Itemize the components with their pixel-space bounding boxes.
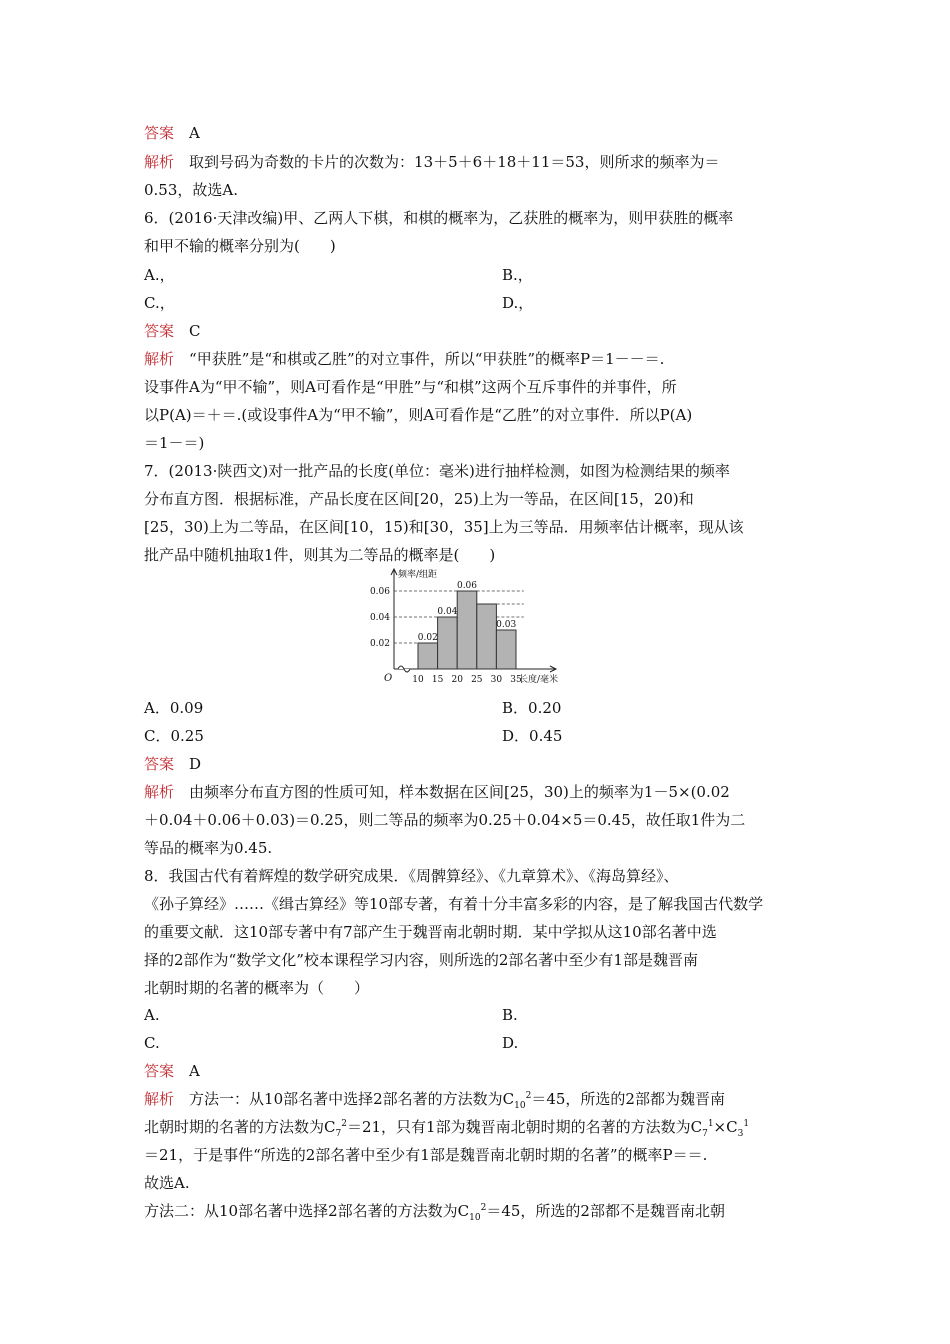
analysis-label: 解析 <box>144 350 175 368</box>
question-stem: 批产品中随机抽取1件，则其为二等品的概率是( ) <box>144 546 496 564</box>
histogram-bar <box>457 591 477 669</box>
answer-label: 答案 <box>144 1062 175 1080</box>
y-tick-label: 0.02 <box>369 639 390 649</box>
option-c: C．0.25 <box>144 727 204 745</box>
question-stem: 《孙子算经》……《缉古算经》等10部专著，有着十分丰富多彩的内容，是了解我国古代数学 <box>144 895 764 913</box>
x-tick-label: 30 <box>490 675 503 685</box>
option-d: D．0.45 <box>502 727 563 745</box>
analysis-line: 设事件A为“甲不输”，则A可看作是“甲胜”与“和棋”这两个互斥事件的并事件，所 <box>144 378 677 396</box>
data-label: 0.02 <box>417 633 438 643</box>
y-axis-label: 频率/组距 <box>398 570 438 580</box>
axis-break-mark <box>398 666 410 672</box>
analysis-line: 解析 “甲获胜”是“和棋或乙胜”的对立事件，所以“甲获胜”的概率P＝1－－＝. <box>144 350 665 368</box>
answer-value: C <box>189 322 201 340</box>
analysis-line: 解析 取到号码为奇数的卡片的次数为：13＋5＋6＋18＋11＝53，则所求的频率为＝ <box>144 153 720 171</box>
x-axis-label: 长度/毫米 <box>518 675 558 685</box>
option-a: A．0.09 <box>144 699 204 717</box>
data-label: 0.06 <box>456 581 478 591</box>
answer-line <box>144 755 201 773</box>
origin-label: O <box>384 673 393 684</box>
answer-label: 答案 <box>144 755 175 773</box>
analysis-line: 北朝时期的名著的方法数为$C_7^2=21$，只有1部为魏晋南北朝时期的名著的方法数为$C_7^1\times C_3^1$ <box>144 1118 750 1139</box>
option-b: B．0.20 <box>502 699 562 717</box>
analysis-line: 等品的概率为0.45. <box>144 839 273 857</box>
option-c: C.， <box>144 294 175 312</box>
histogram-bar <box>477 604 497 669</box>
question-stem: [25，30)上为二等品，在区间[10，15)和[30，35]上为三等品．用频率估计概率，现从该 <box>144 518 744 536</box>
analysis-line: ＝21，于是事件“所选的2部名著中至少有1部是魏晋南北朝时期的名著”的概率P＝＝. <box>144 1146 708 1164</box>
question-stem: 北朝时期的名著的概率为（ ） <box>144 979 370 997</box>
analysis-label: 解析 <box>144 783 175 801</box>
answer-line <box>144 1062 200 1080</box>
chart-bars <box>418 591 516 669</box>
option-a: A.， <box>144 266 175 284</box>
data-label: 0.04 <box>437 607 458 617</box>
analysis-label: 解析 <box>144 1090 175 1108</box>
option-b: B. <box>502 1006 518 1024</box>
data-label: 0.03 <box>496 620 517 630</box>
analysis-line: 解析 方法一：从10部名著中选择2部名著的方法数为$C_{10}^2=45$，所选的2部都为魏晋南 <box>144 1090 725 1111</box>
question-stem: 分布直方图．根据标准，产品长度在区间[20，25)上为一等品，在区间[15，20)和 <box>144 490 694 508</box>
x-tick-label: 20 <box>451 675 463 685</box>
answer-label: 答案 <box>144 322 175 340</box>
analysis-line: 故选A. <box>144 1174 190 1192</box>
x-tick-label: 10 <box>412 675 424 685</box>
histogram-bar <box>418 643 438 669</box>
y-tick-label: 0.06 <box>369 587 390 597</box>
x-tick-label: 25 <box>471 675 483 685</box>
analysis-line: 解析 由频率分布直方图的性质可知，样本数据在区间[25，30)上的频率为1－5×(0.02 <box>144 783 730 801</box>
analysis-line: ＝1－＝) <box>144 434 205 452</box>
y-tick-label: 0.04 <box>369 613 390 623</box>
histogram-bar <box>496 630 516 669</box>
answer-value: D <box>189 755 202 773</box>
answer-label: 答案 <box>144 124 175 142</box>
option-d: D.， <box>502 294 534 312</box>
question-stem: 的重要文献．这10部专著中有7部产生于魏晋南北朝时期．某中学拟从这10部名著中选 <box>144 923 717 941</box>
option-a: A. <box>144 1006 160 1024</box>
question-stem: 6．(2016·天津改编)甲、乙两人下棋，和棋的概率为，乙获胜的概率为，则甲获胜的概率 <box>144 209 734 227</box>
option-c: C. <box>144 1034 160 1052</box>
option-d: D. <box>502 1034 519 1052</box>
answer-line <box>144 124 200 142</box>
analysis-line: 0.53，故选A. <box>144 181 238 199</box>
x-tick-label: 15 <box>431 675 444 685</box>
question-stem: 和甲不输的概率分别为( ) <box>144 237 336 255</box>
question-stem: 8．我国古代有着辉煌的数学研究成果．《周髀算经》、《九章算术》、《海岛算经》、 <box>144 867 679 885</box>
option-b: B.， <box>502 266 533 284</box>
answer-value: A <box>189 124 200 142</box>
frequency-histogram <box>356 563 596 689</box>
answer-value: A <box>189 1062 200 1080</box>
question-stem: 择的2部作为“数学文化”校本课程学习内容，则所选的2部名著中至少有1部是魏晋南 <box>144 951 698 969</box>
analysis-label: 解析 <box>144 153 175 171</box>
analysis-line: 方法二：从10部名著中选择2部名著的方法数为$C_{10}^2=45$，所选的2部都不是魏晋南北朝 <box>144 1202 725 1223</box>
analysis-line: 以P(A)＝＋＝.(或设事件A为“甲不输”，则A可看作是“乙胜”的对立事件．所以P(A) <box>144 406 693 424</box>
histogram-bar <box>438 617 458 669</box>
analysis-line: ＋0.04＋0.06＋0.03)＝0.25，则二等品的频率为0.25＋0.04×5＝0.45，故任取1件为二 <box>144 811 746 829</box>
answer-line <box>144 322 201 340</box>
question-stem: 7．(2013·陕西文)对一批产品的长度(单位：毫米)进行抽样检测，如图为检测结果的频率 <box>144 462 730 480</box>
x-tick-label: 35 <box>510 675 522 685</box>
